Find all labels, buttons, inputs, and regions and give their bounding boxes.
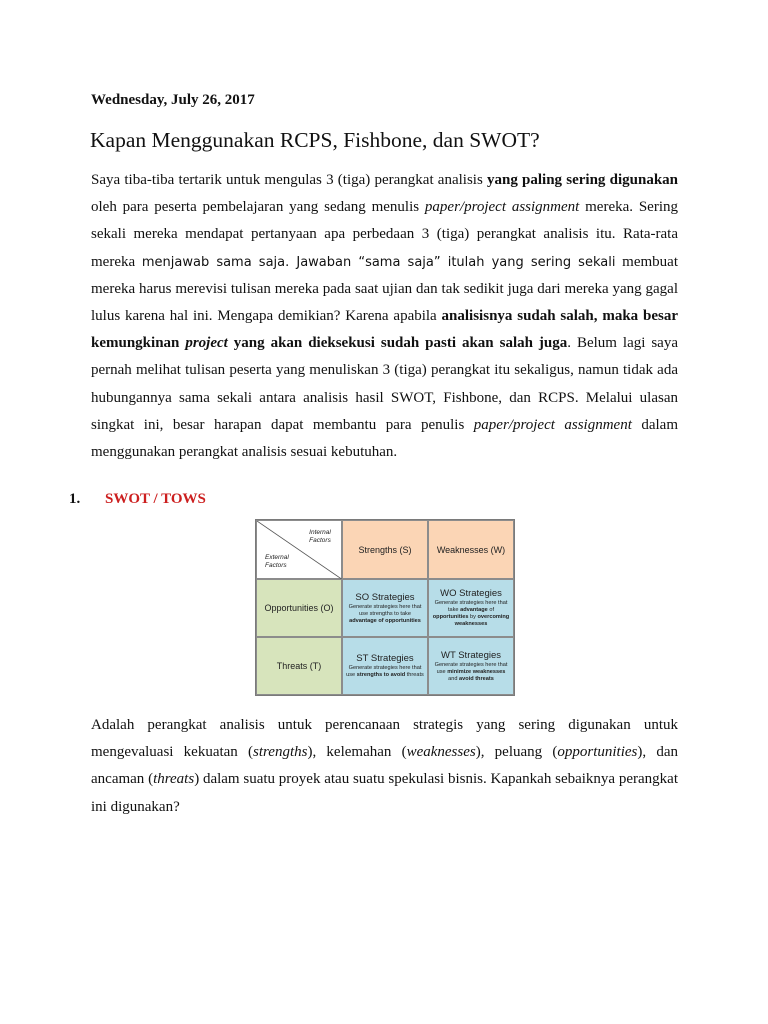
section-number: 1. [69,491,81,507]
swot-italic: weaknesses [406,744,476,761]
intro-italic: paper/project assignment [473,416,632,433]
strengths-label: Strengths (S) [358,544,412,555]
wo-description: Generate strategies here that take advantage of opportunities by overcoming weaknesses [432,600,510,627]
post-date: Wednesday, July 26, 2017 [91,92,255,108]
swot-text: ), dan ancaman ( [91,744,678,788]
so-strategies-cell [342,579,428,637]
intro-bold-italic: project [185,335,228,352]
wt-strategies-cell [428,637,514,695]
weaknesses-label: Weaknesses (W) [436,544,506,555]
intro-bold: yang paling sering digunakan [487,172,678,188]
swot-italic: opportunities [557,744,638,761]
intro-bold: analisisnya sudah salah, maka besar kemungkinan [91,308,678,352]
wo-title: WO Strategies [440,588,502,599]
threats-label: Threats (T) [276,661,322,671]
internal-factors-label: Internal Factors [309,529,331,544]
swot-italic: strengths [253,744,308,761]
threats-row-header [256,637,342,695]
st-description: Generate strategies here that use strengths to avoid threats [346,665,424,678]
wt-title: WT Strategies [440,649,501,661]
swot-matrix [255,519,515,696]
swot-text: ), peluang ( [475,744,558,761]
swot-italic: threats [153,771,195,788]
opportunities-label: Opportunities (O) [264,603,334,613]
intro-text: oleh para peserta pembelajaran yang sedang menulis [91,199,425,216]
wo-strategies-cell [428,579,514,637]
st-strategies-cell [342,637,428,695]
intro-text: Saya tiba-tiba tertarik untuk mengulas 3 (tiga) perangkat analisis [91,172,487,188]
weaknesses-header [428,520,514,579]
swot-text: ) dalam suatu proyek atau suatu spekulasi bisnis. Kapankah sebaiknya perangkat ini digunakan? [91,771,678,815]
swot-text: ), kelemahan ( [307,744,407,761]
intro-text: mereka. Sering sekali mereka mendapat pertanyaan apa perbedaan 3 (tiga) perangkat analisis itu. Rata-rata mereka [91,199,679,270]
swot-corner-cell [256,520,342,579]
intro-italic: paper/project assignment [424,199,580,216]
section-heading [69,491,206,508]
swot-paragraph [91,712,678,821]
intro-text: . Belum lagi saya pernah melihat tulisan peserta yang menuliskan 3 (tiga) perangkat itu sekaligus, namun tidak ada hubungannya sama sekali antara analisis hasil SWOT, Fishbone, dan RCPS. Melalui ulasan singkat ini, besar harapan dapat membantu para penulis [91,335,678,433]
st-title: ST Strategies [356,653,414,664]
so-description: Generate strategies here that use strengths to take advantage of opportunities [348,603,422,624]
intro-paragraph [91,167,678,466]
intro-handwritten-text: menjawab sama saja. Jawaban “sama saja” itulah yang sering sekali [141,254,616,270]
so-title: SO Strategies [355,591,415,603]
intro-text: dalam menggunakan perangkat analisis sesuai kebutuhan. [91,416,679,461]
intro-text: membuat mereka harus merevisi tulisan mereka pada saat ujian dan tak sedikit juga dari mereka yang gagal lulus karena hal ini. Mengapa demikian? Karena apabila [91,253,679,325]
wt-description: Generate strategies here that use minimize weaknesses and avoid threats [434,661,508,682]
swot-text: Adalah perangkat analisis untuk perencanaan strategis yang sering digunakan untuk mengevaluasi kekuatan ( [91,717,678,761]
external-factors-label: External Factors [265,554,289,569]
opportunities-row-header [256,579,342,637]
page-title: Kapan Menggunakan RCPS, Fishbone, dan SWOT? [90,128,540,152]
strengths-header [342,520,428,579]
intro-bold: yang akan dieksekusi sudah pasti akan salah juga [227,335,568,352]
section-title: SWOT / TOWS [105,491,206,507]
